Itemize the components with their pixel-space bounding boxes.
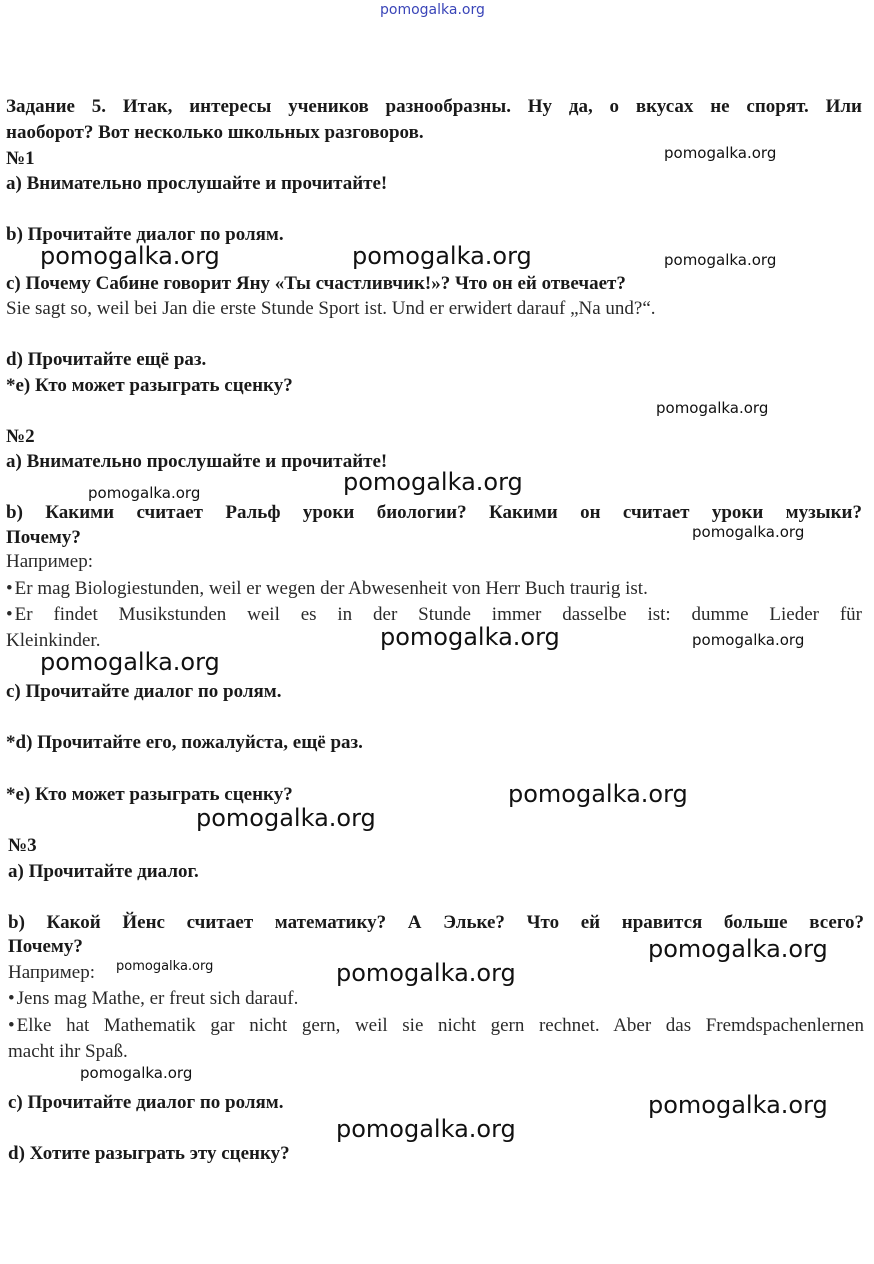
section3-number: №3 xyxy=(8,835,37,856)
site-header: pomogalka.org xyxy=(380,2,485,18)
watermark: pomogalka.org xyxy=(88,484,201,502)
section1-item-b: b) Прочитайте диалог по ролям. xyxy=(6,224,284,245)
watermark: pomogalka.org xyxy=(380,623,560,651)
task-title-line2: наоборот? Вот несколько школьных разговоров. xyxy=(6,122,424,143)
section2-item-c: c) Прочитайте диалог по ролям. xyxy=(6,681,282,702)
section1-item-d: d) Прочитайте ещё раз. xyxy=(6,349,207,370)
section3-item-d: d) Хотите разыграть эту сценку? xyxy=(8,1143,290,1164)
section1-answer-c: Sie sagt so, weil bei Jan die erste Stunde Sport ist. Und er erwidert darauf „Na und?“. xyxy=(6,298,656,319)
watermark: pomogalka.org xyxy=(692,631,805,649)
section2-item-e: *e) Кто может разыграть сценку? xyxy=(6,784,293,805)
section2-bullet2-line2: Kleinkinder. xyxy=(6,630,101,651)
section2-bullet1: • Er mag Biologiestunden, weil er wegen der Abwesenheit von Herr Buch traurig ist. xyxy=(6,578,648,600)
section1-number: №1 xyxy=(6,148,35,169)
section2-number: №2 xyxy=(6,426,35,447)
section2-item-b-line1: b) Какими считает Ральф уроки биологии? Какими он считает уроки музыки? xyxy=(6,502,862,523)
watermark: pomogalka.org xyxy=(40,242,220,270)
section3-item-c: c) Прочитайте диалог по ролям. xyxy=(8,1092,284,1113)
watermark: pomogalka.org xyxy=(664,251,777,269)
section1-item-e: *e) Кто может разыграть сценку? xyxy=(6,375,293,396)
watermark: pomogalka.org xyxy=(336,959,516,987)
section1-item-a: a) Внимательно прослушайте и прочитайте! xyxy=(6,173,388,194)
section3-item-a: a) Прочитайте диалог. xyxy=(8,861,199,882)
watermark: pomogalka.org xyxy=(343,468,523,496)
section2-item-d: *d) Прочитайте его, пожалуйста, ещё раз. xyxy=(6,732,363,753)
section3-item-b-line1: b) Какой Йенс считает математику? А Эльке? Что ей нравится больше всего? xyxy=(8,912,864,933)
section2-bullet2-line1: • Er findet Musikstunden weil es in der Stunde immer dasselbe ist: dumme Lieder für xyxy=(6,604,862,626)
watermark: pomogalka.org xyxy=(80,1064,193,1082)
section3-bullet1: • Jens mag Mathe, er freut sich darauf. xyxy=(8,988,298,1010)
watermark: pomogalka.org xyxy=(648,1091,828,1119)
watermark: pomogalka.org xyxy=(116,959,214,974)
watermark: pomogalka.org xyxy=(664,144,777,162)
section2-item-b-line2: Почему? xyxy=(6,527,81,548)
section3-item-b-line2: Почему? xyxy=(8,936,83,957)
watermark: pomogalka.org xyxy=(196,804,376,832)
watermark: pomogalka.org xyxy=(692,523,805,541)
section3-bullet2-line2: macht ihr Spaß. xyxy=(8,1041,128,1062)
watermark: pomogalka.org xyxy=(352,242,532,270)
section2-item-a: a) Внимательно прослушайте и прочитайте! xyxy=(6,451,388,472)
task-title-line1: Задание 5. Итак, интересы учеников разнообразны. Ну да, о вкусах не спорят. Или xyxy=(6,96,862,117)
watermark: pomogalka.org xyxy=(508,780,688,808)
section1-item-c: c) Почему Сабине говорит Яну «Ты счастливчик!»? Что он ей отвечает? xyxy=(6,273,626,294)
section2-example-label: Например: xyxy=(6,551,93,572)
section3-bullet2-line1: • Elke hat Mathematik gar nicht gern, weil sie nicht gern rechnet. Aber das Fremdspachenlernen xyxy=(8,1015,864,1037)
watermark: pomogalka.org xyxy=(648,935,828,963)
watermark: pomogalka.org xyxy=(336,1115,516,1143)
section3-example-label: Например: xyxy=(8,962,95,983)
watermark: pomogalka.org xyxy=(656,399,769,417)
watermark: pomogalka.org xyxy=(40,648,220,676)
